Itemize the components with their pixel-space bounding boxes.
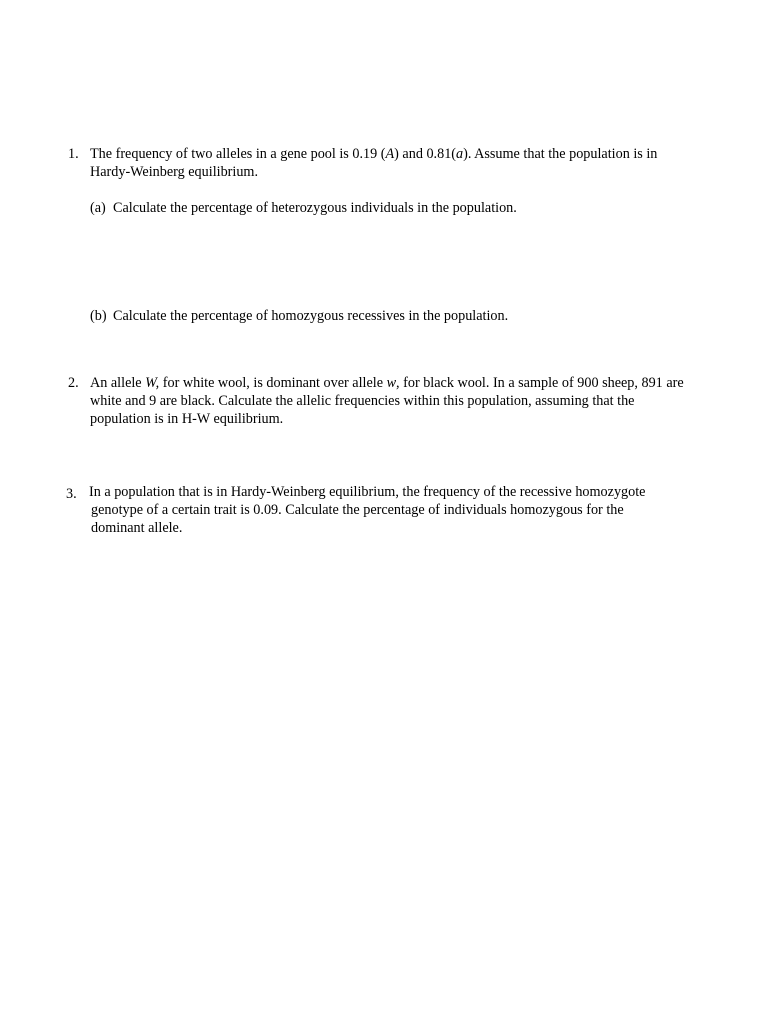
- question-2-line-1: An allele W, for white wool, is dominant over allele w, for black wool. In a sample of 900 sheep, 891 are: [90, 375, 684, 391]
- question-2-line-3: population is in H-W equilibrium.: [90, 411, 284, 427]
- question-2-line-2: white and 9 are black. Calculate the allelic frequencies within this population, assuming that the: [90, 393, 635, 409]
- question-3-line-1: In a population that is in Hardy-Weinberg equilibrium, the frequency of the recessive homozygote: [89, 484, 646, 500]
- question-3-line-2: genotype of a certain trait is 0.09. Calculate the percentage of individuals homozygous for the: [91, 502, 624, 518]
- part-b-label: (b): [90, 308, 107, 324]
- question-1-line-1: The frequency of two alleles in a gene pool is 0.19 (A) and 0.81(a). Assume that the population is in: [90, 146, 658, 162]
- question-1-line-2: Hardy-Weinberg equilibrium.: [90, 164, 259, 180]
- part-a-label: (a): [90, 200, 106, 216]
- question-2-number: 2.: [68, 375, 79, 391]
- question-1-part-a: [90, 199, 517, 217]
- question-1-number: 1.: [68, 146, 79, 162]
- part-a-text: Calculate the percentage of heterozygous individuals in the population.: [113, 200, 517, 216]
- question-1-part-b: [90, 307, 508, 325]
- question-3-line-3: dominant allele.: [91, 520, 183, 536]
- question-3-number: 3.: [66, 486, 77, 502]
- part-b-text: Calculate the percentage of homozygous recessives in the population.: [113, 308, 509, 324]
